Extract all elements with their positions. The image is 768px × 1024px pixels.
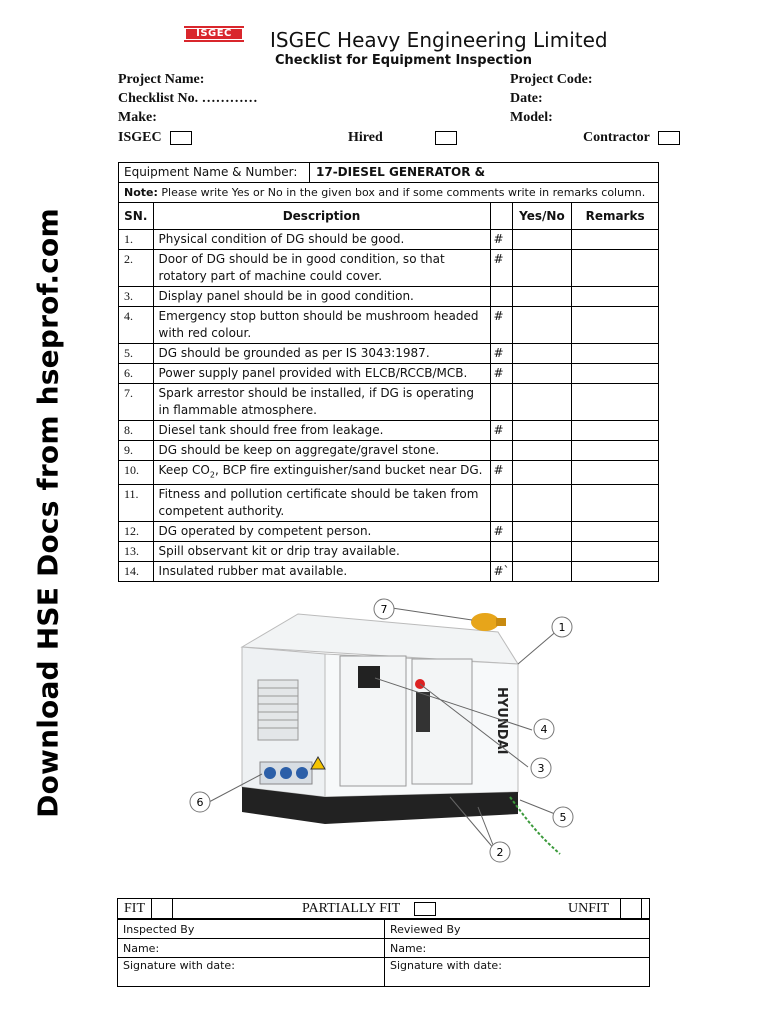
project-name-label: Project Name: (118, 72, 205, 87)
company-name: ISGEC Heavy Engineering Limited (270, 28, 608, 52)
table-row (119, 542, 659, 562)
row-description: DG should be grounded as per IS 3043:1987. (153, 344, 490, 364)
form-title: Checklist for Equipment Inspection (275, 53, 532, 68)
row-sn: 3. (119, 287, 154, 307)
brand-text: HYUNDAI (494, 687, 509, 755)
header-mark (490, 203, 512, 230)
row-yes-no-input[interactable] (512, 562, 572, 582)
row-sn: 7. (119, 384, 154, 421)
callout-4 (534, 719, 554, 739)
option-contractor-label: Contractor (583, 130, 650, 145)
row-yes-no-input[interactable] (512, 522, 572, 542)
row-mark: # (490, 461, 512, 485)
row-remarks-input[interactable] (572, 364, 659, 384)
table-row (119, 421, 659, 441)
row-mark (490, 542, 512, 562)
display-panel (358, 666, 380, 688)
table-row (119, 485, 659, 522)
callout-4-label: 4 (540, 723, 548, 736)
row-description: Fitness and pollution certificate should be taken from competent authority. (153, 485, 490, 522)
row-description: Power supply panel provided with ELCB/RCCB/MCB. (153, 364, 490, 384)
row-description: Physical condition of DG should be good. (153, 230, 490, 250)
row-yes-no-input[interactable] (512, 384, 572, 421)
unfit-label: UNFIT (568, 901, 610, 916)
row-sn: 10. (119, 461, 154, 485)
callout-2-label: 2 (496, 846, 504, 859)
row-remarks-input[interactable] (572, 344, 659, 364)
row-yes-no-input[interactable] (512, 250, 572, 287)
row-remarks-input[interactable] (572, 421, 659, 441)
signature-table (117, 919, 650, 987)
row-mark: # (490, 344, 512, 364)
power-sockets (260, 762, 312, 784)
inspected-by-label: Inspected By (118, 920, 385, 939)
row-yes-no-input[interactable] (512, 307, 572, 344)
table-row (119, 461, 659, 485)
table-row (119, 562, 659, 582)
fit-status-row (117, 898, 650, 919)
callout-5 (553, 807, 573, 827)
row-sn: 6. (119, 364, 154, 384)
unfit-checkbox[interactable] (620, 899, 642, 918)
row-remarks-input[interactable] (572, 542, 659, 562)
row-description: Insulated rubber mat available. (153, 562, 490, 582)
row-description: DG operated by competent person. (153, 522, 490, 542)
note-row (119, 183, 659, 203)
row-remarks-input[interactable] (572, 230, 659, 250)
table-row (119, 522, 659, 542)
row-description: Display panel should be in good condition. (153, 287, 490, 307)
equipment-row (119, 163, 659, 183)
partially-fit-label: PARTIALLY FIT (302, 901, 401, 916)
table-header (119, 203, 659, 230)
row-yes-no-input[interactable] (512, 421, 572, 441)
row-remarks-input[interactable] (572, 522, 659, 542)
side-banner-text: Download HSE Docs from hseprof.com (31, 208, 65, 818)
row-remarks-input[interactable] (572, 562, 659, 582)
callout-7-label: 7 (380, 603, 388, 616)
header-description: Description (153, 203, 490, 230)
option-hired-label: Hired (348, 130, 383, 145)
callout-1 (552, 617, 572, 637)
table-row (119, 287, 659, 307)
spark-arrestor (471, 613, 506, 631)
note-label: Note: (124, 186, 158, 199)
inspector-name-field[interactable]: Name: (118, 939, 385, 958)
fit-label: FIT (124, 901, 145, 916)
row-sn: 8. (119, 421, 154, 441)
row-yes-no-input[interactable] (512, 441, 572, 461)
callout-5-label: 5 (559, 811, 567, 824)
row-sn: 9. (119, 441, 154, 461)
row-description-pre: Keep CO (158, 463, 210, 477)
row-description-sub: 2 (209, 470, 215, 480)
row-remarks-input[interactable] (572, 307, 659, 344)
row-yes-no-input[interactable] (512, 364, 572, 384)
reviewer-signature-field[interactable]: Signature with date: (385, 958, 650, 987)
row-description: Spill observant kit or drip tray available. (153, 542, 490, 562)
reviewer-name-field[interactable]: Name: (385, 939, 650, 958)
table-row (119, 230, 659, 250)
row-sn: 1. (119, 230, 154, 250)
table-row (119, 364, 659, 384)
row-remarks-input[interactable] (572, 441, 659, 461)
header-sn: SN. (119, 203, 154, 230)
row-mark: #` (490, 562, 512, 582)
row-sn: 13. (119, 542, 154, 562)
callout-3 (531, 758, 551, 778)
header-remarks: Remarks (572, 203, 659, 230)
row-description: Spark arrestor should be installed, if DG is operating in flammable atmosphere. (153, 384, 490, 421)
row-yes-no-input[interactable] (512, 344, 572, 364)
callout-7 (374, 599, 394, 619)
row-sn: 4. (119, 307, 154, 344)
model-label: Model: (510, 110, 553, 125)
header-yes-no: Yes/No (512, 203, 572, 230)
row-sn: 14. (119, 562, 154, 582)
row-mark (490, 287, 512, 307)
row-remarks-input[interactable] (572, 461, 659, 485)
row-yes-no-input[interactable] (512, 461, 572, 485)
option-isgec-checkbox[interactable] (170, 131, 192, 145)
make-label: Make: (118, 110, 157, 125)
equipment-value: 17-DIESEL GENERATOR & (316, 165, 486, 179)
reviewed-by-label: Reviewed By (385, 920, 650, 939)
signature-header-row (118, 920, 650, 939)
row-yes-no-input[interactable] (512, 485, 572, 522)
table-row (119, 307, 659, 344)
row-description-post: , BCP fire extinguisher/sand bucket near DG. (214, 463, 483, 477)
control-box (416, 692, 430, 732)
callout-6-label: 6 (196, 796, 204, 809)
row-description: Door of DG should be in good condition, so that rotatory part of machine could cover. (153, 250, 490, 287)
signature-name-row (118, 939, 650, 958)
inspector-signature-field[interactable]: Signature with date: (118, 958, 385, 987)
row-remarks-input[interactable] (572, 485, 659, 522)
row-mark: # (490, 250, 512, 287)
note-text: Please write Yes or No in the given box and if some comments write in remarks column. (161, 186, 646, 199)
option-contractor-checkbox[interactable] (658, 131, 680, 145)
checklist-table (118, 162, 659, 582)
louver-grille (258, 680, 298, 740)
callout-3-label: 3 (537, 762, 545, 775)
equipment-label: Equipment Name & Number: (119, 163, 310, 182)
row-description: DG should be keep on aggregate/gravel stone. (153, 441, 490, 461)
logo-text: ISGEC (196, 28, 232, 39)
side-banner (18, 208, 78, 818)
row-mark (490, 384, 512, 421)
row-mark: # (490, 522, 512, 542)
row-yes-no-input[interactable] (512, 287, 572, 307)
row-description (153, 461, 490, 485)
table-row (119, 344, 659, 364)
row-mark (490, 441, 512, 461)
callout-2 (490, 842, 510, 862)
table-row (119, 441, 659, 461)
signature-date-row (118, 958, 650, 987)
table-row (119, 250, 659, 287)
option-hired-checkbox[interactable] (435, 131, 457, 145)
row-sn: 11. (119, 485, 154, 522)
row-remarks-input[interactable] (572, 250, 659, 287)
row-mark: # (490, 230, 512, 250)
row-yes-no-input[interactable] (512, 542, 572, 562)
row-mark: # (490, 307, 512, 344)
row-remarks-input[interactable] (572, 287, 659, 307)
row-remarks-input[interactable] (572, 384, 659, 421)
row-description: Emergency stop button should be mushroom headed with red colour. (153, 307, 490, 344)
diesel-generator-figure (180, 592, 580, 870)
callout-1-label: 1 (558, 621, 566, 634)
checklist-no-label: Checklist No. ………… (118, 91, 258, 106)
date-label: Date: (510, 91, 543, 106)
partially-fit-checkbox[interactable] (414, 902, 436, 916)
table-row (119, 384, 659, 421)
row-mark (490, 485, 512, 522)
fit-checkbox[interactable] (151, 899, 173, 918)
project-code-label: Project Code: (510, 72, 593, 87)
row-sn: 2. (119, 250, 154, 287)
row-mark: # (490, 364, 512, 384)
option-isgec-label: ISGEC (118, 130, 162, 145)
row-yes-no-input[interactable] (512, 230, 572, 250)
callout-6 (190, 792, 210, 812)
row-mark: # (490, 421, 512, 441)
row-sn: 5. (119, 344, 154, 364)
row-description: Diesel tank should free from leakage. (153, 421, 490, 441)
row-sn: 12. (119, 522, 154, 542)
